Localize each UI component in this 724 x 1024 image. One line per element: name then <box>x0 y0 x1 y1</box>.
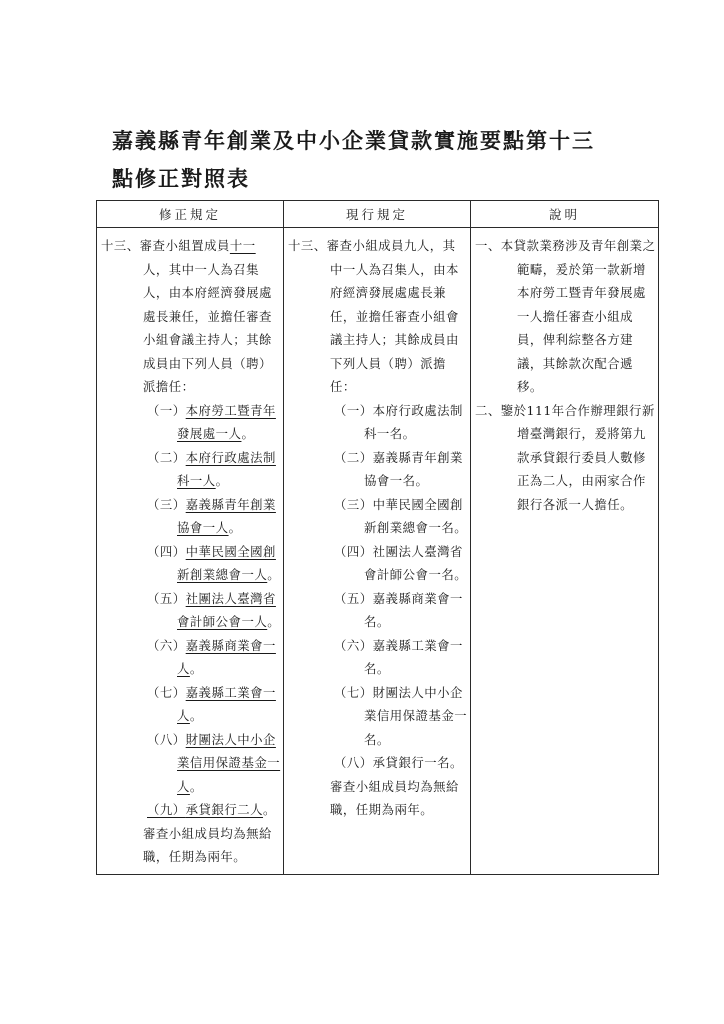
item-end: 。 <box>228 520 242 535</box>
explanation-items <box>473 234 656 516</box>
item-text: 財團法人中小企業信用保證基金一人 <box>177 731 281 794</box>
amended-prefix: 十三、審查小組置成員 <box>101 238 230 253</box>
item-number: （八） <box>147 731 186 747</box>
item-number: 一、 <box>475 238 501 253</box>
item-text: 嘉義縣商業會一名。 <box>364 590 463 629</box>
current-item <box>286 540 468 587</box>
item-text: 嘉義縣商業會一人 <box>177 637 276 676</box>
item-text: 財團法人中小企業信用保證基金一名。 <box>364 684 468 747</box>
current-item <box>286 587 468 634</box>
comparison-table <box>96 200 659 875</box>
amended-item <box>99 540 281 587</box>
item-text: 本貸款業務涉及青年創業之範疇，爰於第一款新增本府勞工暨青年發展處一人擔任審查小組成員，俾利綜整各方建議，其餘款次配合遞移。 <box>500 238 656 394</box>
item-number: （三） <box>334 496 373 512</box>
table-header-row <box>97 201 659 228</box>
amended-suffix: 人，其中一人為召集人，由本府經濟發展處處長兼任，並擔任審查小組會議主持人；其餘成員由下列人員（聘）派擔任： <box>143 261 272 394</box>
current-item <box>286 446 468 493</box>
item-text: 本府行政處法制科一名。 <box>364 402 463 441</box>
item-number: （二） <box>147 449 186 465</box>
explanation-item <box>473 399 656 517</box>
amended-item <box>99 728 281 799</box>
amended-item <box>99 798 281 822</box>
amended-items <box>99 399 281 822</box>
table-body-row <box>97 228 659 875</box>
current-item <box>286 493 468 540</box>
item-end: 。 <box>267 614 281 629</box>
item-text: 社團法人臺灣省會計師公會一名。 <box>364 543 468 582</box>
item-number: （五） <box>147 590 186 606</box>
amended-article <box>99 234 281 399</box>
item-number: （九） <box>147 802 186 817</box>
current-item <box>286 681 468 752</box>
item-number: （三） <box>147 496 186 512</box>
header-amended: 修正規定 <box>97 201 284 228</box>
amended-item <box>99 493 281 540</box>
item-number: 二、 <box>475 402 501 418</box>
item-number: （二） <box>334 449 373 465</box>
item-text: 嘉義縣工業會一名。 <box>364 637 463 676</box>
item-text: 承貸銀行一名。 <box>372 755 463 770</box>
item-number: （一） <box>147 402 186 418</box>
item-end: 。 <box>189 778 203 794</box>
item-number: （四） <box>147 543 186 559</box>
explanation-column <box>471 228 659 875</box>
item-text: 中華民國全國創新創業總會一人 <box>177 543 276 582</box>
item-text: 本府勞工暨青年發展處一人 <box>177 402 276 441</box>
item-end: 。 <box>215 473 229 488</box>
item-number: （六） <box>334 637 373 653</box>
amended-item <box>99 681 281 728</box>
current-column <box>284 228 471 875</box>
amended-closing: 審查小組成員均為無給職，任期為兩年。 <box>143 825 272 864</box>
item-text: 中華民國全國創新創業總會一名。 <box>364 496 468 535</box>
item-number: （四） <box>334 543 373 559</box>
item-number: （一） <box>334 402 373 418</box>
amended-item <box>99 587 281 634</box>
item-number: （七） <box>147 684 186 700</box>
title-line-1: 嘉義縣青年創業及中小企業貸款實施要點第十三 <box>112 128 595 153</box>
item-text: 鑒於111年合作辦理銀行新增臺灣銀行，爰將第九款承貸銀行委員人數修正為二人，由兩家合作銀行各派一人擔任。 <box>500 402 655 512</box>
item-end: 。 <box>189 661 203 676</box>
amended-item <box>99 399 281 446</box>
header-explanation: 說明 <box>471 201 659 228</box>
item-text: 社團法人臺灣省會計師公會一人 <box>177 590 276 629</box>
explanation-item <box>473 234 656 399</box>
current-item <box>286 399 468 446</box>
item-end: 。 <box>263 802 276 817</box>
document-title <box>112 122 652 198</box>
item-end: 。 <box>189 708 203 723</box>
item-text: 承貸銀行二人 <box>185 802 264 817</box>
current-closing: 審查小組成員均為無給職，任期為兩年。 <box>330 778 459 817</box>
current-item <box>286 634 468 681</box>
amended-item <box>99 446 281 493</box>
item-text: 本府行政處法制科一人 <box>177 449 276 488</box>
item-number: （六） <box>147 637 186 653</box>
item-end: 。 <box>241 426 255 441</box>
amended-count: 十一 <box>229 238 256 253</box>
header-current: 現行規定 <box>284 201 471 228</box>
item-text: 嘉義縣青年創業協會一人 <box>177 496 276 535</box>
item-end: 。 <box>267 567 281 582</box>
amended-column <box>97 228 284 875</box>
item-text: 嘉義縣青年創業協會一名。 <box>364 449 463 488</box>
item-number: （七） <box>334 684 373 700</box>
amended-item <box>99 634 281 681</box>
title-line-2: 點修正對照表 <box>112 166 250 191</box>
item-number: （八） <box>334 755 373 770</box>
current-item <box>286 751 468 775</box>
item-number: （五） <box>334 590 373 606</box>
item-text: 嘉義縣工業會一人 <box>177 684 276 723</box>
current-items <box>286 399 468 775</box>
current-article: 十三、審查小組成員九人，其中一人為召集人，由本府經濟發展處處長兼任，並擔任審查小組會議主持人；其餘成員由下列人員（聘）派擔任： <box>288 238 459 394</box>
